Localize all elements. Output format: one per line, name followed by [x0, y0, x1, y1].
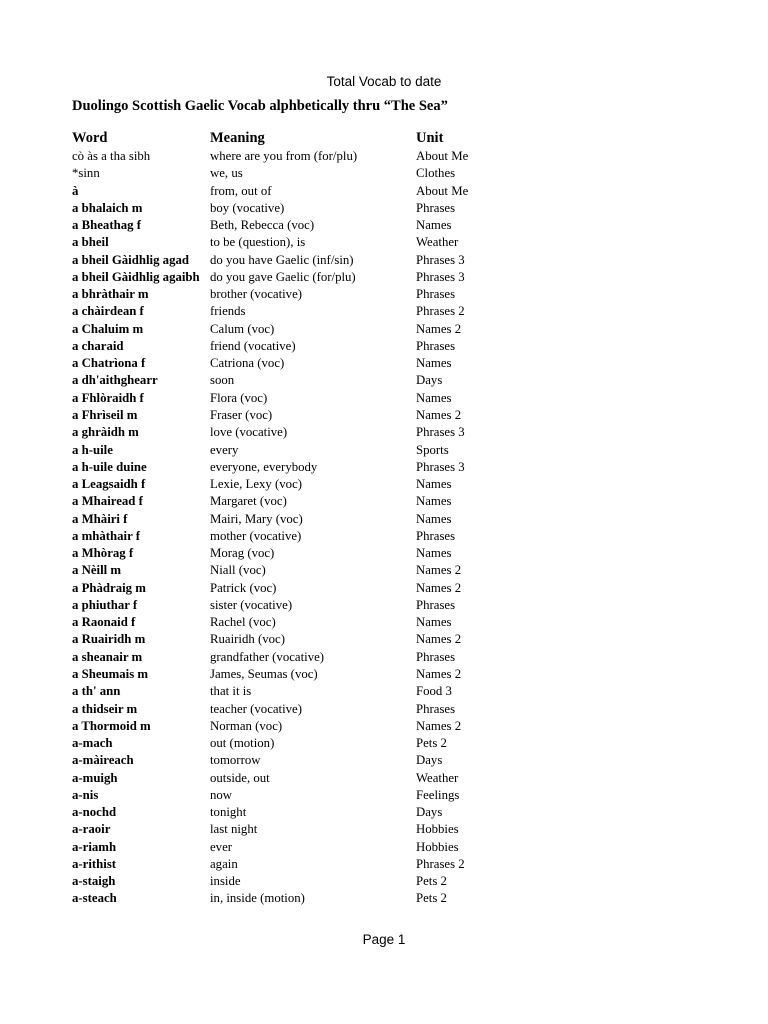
- word-cell: a-raoir: [72, 822, 111, 837]
- table-row: [0, 821, 768, 838]
- table-row: [0, 545, 768, 562]
- unit-cell: Phrases: [416, 649, 456, 664]
- table-row: [0, 752, 768, 769]
- unit-cell: Names 2: [416, 580, 462, 595]
- meaning-cell: everyone, everybody: [210, 459, 318, 474]
- page-header: Total Vocab to date: [326, 74, 442, 89]
- meaning-cell: friends: [210, 304, 246, 319]
- meaning-cell: Flora (voc): [210, 390, 268, 405]
- table-row: [0, 338, 768, 355]
- table-row: [0, 649, 768, 666]
- meaning-cell: last night: [210, 822, 258, 837]
- table-row: [0, 701, 768, 718]
- table-row: [0, 252, 768, 269]
- meaning-cell: mother (vocative): [210, 528, 302, 543]
- meaning-cell: we, us: [210, 166, 243, 181]
- unit-cell: Names: [416, 615, 452, 630]
- table-row: [0, 200, 768, 217]
- meaning-cell: where are you from (for/plu): [210, 149, 358, 163]
- unit-cell: Weather: [416, 235, 459, 250]
- table-row: [0, 286, 768, 303]
- meaning-cell: Calum (voc): [210, 321, 275, 336]
- column-header-word: Word: [72, 130, 108, 146]
- unit-cell: Weather: [416, 770, 459, 785]
- table-row: [0, 390, 768, 407]
- meaning-cell: Norman (voc): [210, 718, 283, 733]
- word-cell: a-staigh: [72, 874, 116, 889]
- word-cell: a Mhòrag f: [72, 546, 134, 561]
- unit-cell: Phrases: [416, 597, 456, 612]
- table-row: [0, 770, 768, 787]
- unit-cell: Food 3: [416, 684, 452, 699]
- table-row: [0, 631, 768, 648]
- column-header-unit: Unit: [416, 130, 444, 146]
- unit-cell: Phrases 3: [416, 269, 465, 284]
- meaning-cell: love (vocative): [210, 425, 288, 440]
- meaning-cell: Patrick (voc): [210, 580, 277, 595]
- table-row: [0, 442, 768, 459]
- unit-cell: Sports: [416, 442, 449, 457]
- table-row: [0, 666, 768, 683]
- table-row: [0, 511, 768, 528]
- unit-cell: Pets 2: [416, 736, 447, 751]
- meaning-cell: every: [210, 442, 239, 457]
- unit-cell: Hobbies: [416, 839, 459, 854]
- meaning-cell: do you gave Gaelic (for/plu): [210, 269, 356, 284]
- word-cell: a bheil Gàidhlig agaibh: [72, 269, 200, 284]
- word-cell: a bheil: [72, 235, 109, 250]
- word-cell: a-steach: [72, 891, 117, 906]
- word-cell: a Sheumais m: [72, 666, 149, 681]
- word-cell: a Raonaid f: [72, 615, 136, 630]
- unit-cell: About Me: [416, 149, 469, 163]
- meaning-cell: grandfather (vocative): [210, 649, 325, 664]
- word-cell: a charaid: [72, 338, 124, 353]
- table-row: [0, 459, 768, 476]
- meaning-cell: Lexie, Lexy (voc): [210, 477, 303, 492]
- table-row: [0, 372, 768, 389]
- meaning-cell: tonight: [210, 805, 247, 820]
- word-cell: a-màireach: [72, 753, 134, 768]
- word-cell: a h-uile: [72, 442, 113, 457]
- word-cell: a Chaluim m: [72, 321, 144, 336]
- unit-cell: Names: [416, 511, 452, 526]
- meaning-cell: Ruairidh (voc): [210, 632, 285, 647]
- meaning-cell: out (motion): [210, 736, 275, 751]
- unit-cell: Phrases: [416, 287, 456, 302]
- unit-cell: Phrases 3: [416, 425, 465, 440]
- meaning-cell: James, Seumas (voc): [210, 666, 318, 681]
- unit-cell: About Me: [416, 183, 469, 198]
- table-row: [0, 873, 768, 890]
- word-cell: a h-uile duine: [72, 459, 147, 474]
- meaning-cell: Morag (voc): [210, 546, 275, 561]
- meaning-cell: Fraser (voc): [210, 407, 273, 422]
- word-cell: a phiuthar f: [72, 597, 138, 612]
- column-header-meaning: Meaning: [210, 130, 265, 146]
- table-row: [0, 407, 768, 424]
- unit-cell: Phrases: [416, 528, 456, 543]
- meaning-cell: that it is: [210, 684, 252, 699]
- unit-cell: Names: [416, 218, 452, 233]
- word-cell: a-rithist: [72, 856, 117, 871]
- meaning-cell: to be (question), is: [210, 235, 306, 250]
- meaning-cell: Catriona (voc): [210, 356, 285, 371]
- word-cell: a Phàdraig m: [72, 580, 146, 595]
- table-row: [0, 787, 768, 804]
- meaning-cell: friend (vocative): [210, 338, 296, 353]
- word-cell: a Thormoid m: [72, 718, 151, 733]
- table-row: [0, 614, 768, 631]
- unit-cell: Phrases 2: [416, 856, 465, 871]
- word-cell: a-nochd: [72, 805, 117, 820]
- meaning-cell: soon: [210, 373, 235, 388]
- meaning-cell: now: [210, 787, 233, 802]
- table-row: [0, 321, 768, 338]
- word-cell: a sheanair m: [72, 649, 143, 664]
- table-row: [0, 476, 768, 493]
- unit-cell: Names: [416, 356, 452, 371]
- unit-cell: Names: [416, 494, 452, 509]
- word-cell: a-nis: [72, 787, 99, 802]
- table-row: [0, 217, 768, 234]
- vocab-table: [0, 148, 768, 908]
- word-cell: a Fhrìseil m: [72, 407, 138, 422]
- table-row: [0, 718, 768, 735]
- unit-cell: Pets 2: [416, 874, 447, 889]
- page-number: Page 1: [362, 932, 406, 947]
- unit-cell: Names 2: [416, 718, 462, 733]
- unit-cell: Days: [416, 753, 443, 768]
- table-row: [0, 580, 768, 597]
- word-cell: a ghràidh m: [72, 425, 139, 440]
- unit-cell: Phrases: [416, 338, 456, 353]
- unit-cell: Phrases: [416, 701, 456, 716]
- meaning-cell: sister (vocative): [210, 597, 293, 612]
- unit-cell: Names 2: [416, 632, 462, 647]
- word-cell: a bheil Gàidhlig agad: [72, 252, 189, 267]
- unit-cell: Phrases 3: [416, 252, 465, 267]
- meaning-cell: Margaret (voc): [210, 494, 287, 509]
- word-cell: a Bheathag f: [72, 218, 141, 233]
- table-row: [0, 839, 768, 856]
- table-row: [0, 735, 768, 752]
- document-title: Duolingo Scottish Gaelic Vocab alphbetically thru “The Sea”: [72, 98, 448, 114]
- word-cell: a-mach: [72, 736, 113, 751]
- word-cell: a Ruairidh m: [72, 632, 146, 647]
- table-row: [0, 424, 768, 441]
- word-cell: a bhràthair m: [72, 287, 149, 302]
- unit-cell: Names 2: [416, 563, 462, 578]
- word-cell: *sinn: [72, 166, 100, 181]
- unit-cell: Phrases: [416, 200, 456, 215]
- unit-cell: Days: [416, 373, 443, 388]
- unit-cell: Clothes: [416, 166, 456, 181]
- meaning-cell: do you have Gaelic (inf/sin): [210, 252, 354, 267]
- word-cell: à: [72, 183, 79, 198]
- table-row: [0, 165, 768, 182]
- unit-cell: Hobbies: [416, 822, 459, 837]
- unit-cell: Feelings: [416, 787, 460, 802]
- table-row: [0, 562, 768, 579]
- word-cell: a Mhàiri f: [72, 511, 128, 526]
- meaning-cell: brother (vocative): [210, 287, 303, 302]
- word-cell: a chàirdean f: [72, 304, 144, 319]
- table-row: [0, 355, 768, 372]
- unit-cell: Phrases 3: [416, 459, 465, 474]
- meaning-cell: in, inside (motion): [210, 891, 305, 906]
- table-row: [0, 856, 768, 873]
- table-row: [0, 804, 768, 821]
- table-row: [0, 148, 768, 165]
- meaning-cell: inside: [210, 874, 241, 889]
- unit-cell: Names 2: [416, 666, 462, 681]
- word-cell: cò às a tha sibh: [72, 149, 151, 163]
- table-row: [0, 183, 768, 200]
- unit-cell: Pets 2: [416, 891, 447, 906]
- word-cell: a Leagsaidh f: [72, 477, 146, 492]
- table-row: [0, 683, 768, 700]
- word-cell: a Mhairead f: [72, 494, 143, 509]
- word-cell: a mhàthair f: [72, 528, 141, 543]
- unit-cell: Names: [416, 546, 452, 561]
- meaning-cell: boy (vocative): [210, 200, 285, 215]
- word-cell: a th' ann: [72, 684, 121, 699]
- table-row: [0, 303, 768, 320]
- meaning-cell: Rachel (voc): [210, 615, 276, 630]
- word-cell: a Nèill m: [72, 563, 122, 578]
- word-cell: a Fhlòraidh f: [72, 390, 144, 405]
- table-row: [0, 528, 768, 545]
- unit-cell: Names: [416, 477, 452, 492]
- table-row: [0, 890, 768, 907]
- table-row: [0, 234, 768, 251]
- meaning-cell: Niall (voc): [210, 563, 266, 578]
- word-cell: a-muigh: [72, 770, 118, 785]
- word-cell: a bhalaich m: [72, 200, 143, 215]
- meaning-cell: teacher (vocative): [210, 701, 303, 716]
- table-row: [0, 269, 768, 286]
- word-cell: a dh'aithghearr: [72, 373, 158, 388]
- unit-cell: Names 2: [416, 321, 462, 336]
- meaning-cell: from, out of: [210, 183, 272, 198]
- meaning-cell: again: [210, 856, 238, 871]
- meaning-cell: outside, out: [210, 770, 270, 785]
- word-cell: a-riamh: [72, 839, 117, 854]
- word-cell: a Chatrìona f: [72, 356, 146, 371]
- unit-cell: Names: [416, 390, 452, 405]
- meaning-cell: ever: [210, 839, 233, 854]
- word-cell: a thidseir m: [72, 701, 138, 716]
- unit-cell: Names 2: [416, 407, 462, 422]
- unit-cell: Days: [416, 805, 443, 820]
- meaning-cell: Beth, Rebecca (voc): [210, 218, 315, 233]
- table-row: [0, 493, 768, 510]
- meaning-cell: Mairi, Mary (voc): [210, 511, 303, 526]
- unit-cell: Phrases 2: [416, 304, 465, 319]
- table-row: [0, 597, 768, 614]
- meaning-cell: tomorrow: [210, 753, 261, 768]
